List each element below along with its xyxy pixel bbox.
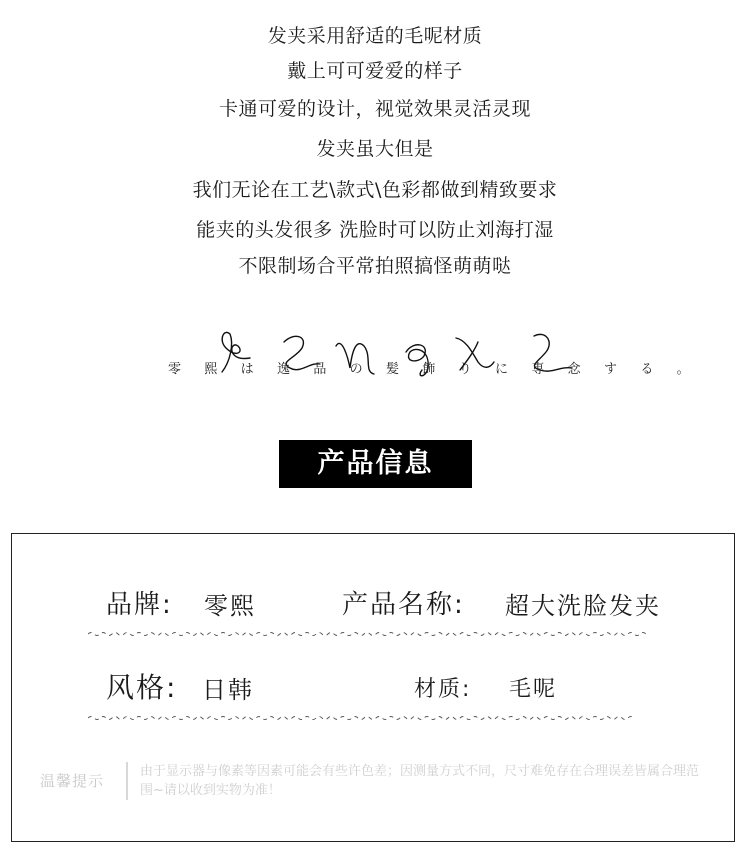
description-line-7: 不限制场合平常拍照搞怪萌萌哒 — [238, 255, 512, 277]
product-name-label: 产品名称: — [342, 590, 465, 620]
notice-text: 由于显示器与像素等因素可能会有些许色差；因测量方式不同，尺寸难免存在合理误差皆属合理范围~请以收到实物为准！ — [140, 764, 700, 798]
style-value: 日韩 — [202, 676, 254, 704]
notice-divider — [126, 762, 128, 800]
description-line-5: 我们无论在工艺\款式\色彩都做到精致要求 — [192, 179, 558, 201]
description-line-4: 发夹虽大但是 — [316, 138, 434, 160]
brand-tagline: 零 熙 は 逸 品 の 髪 飾 り に 専 念 す る 。 — [168, 362, 700, 377]
description-line-3: 卡通可爱的设计，视觉效果灵活灵现 — [218, 98, 531, 120]
material-value: 毛呢 — [509, 677, 558, 702]
style-label: 风格: — [106, 671, 178, 704]
notice-label: 温馨提示 — [40, 772, 105, 790]
brand-value: 零熙 — [204, 592, 256, 620]
dotted-divider-1 — [88, 630, 656, 638]
description-line-2: 戴上可可爱爱的样子 — [287, 60, 463, 82]
material-label: 材质: — [414, 677, 472, 702]
description-line-1: 发夹采用舒适的毛呢材质 — [267, 25, 483, 47]
product-info-box — [11, 533, 735, 842]
description-line-6: 能夹的头发很多 洗脸时可以防止刘海打湿 — [196, 219, 554, 241]
product-name-value: 超大洗脸发夹 — [505, 592, 661, 620]
section-title: 产品信息 — [279, 440, 472, 488]
brand-label: 品牌: — [106, 590, 173, 620]
dotted-divider-2 — [88, 714, 656, 722]
